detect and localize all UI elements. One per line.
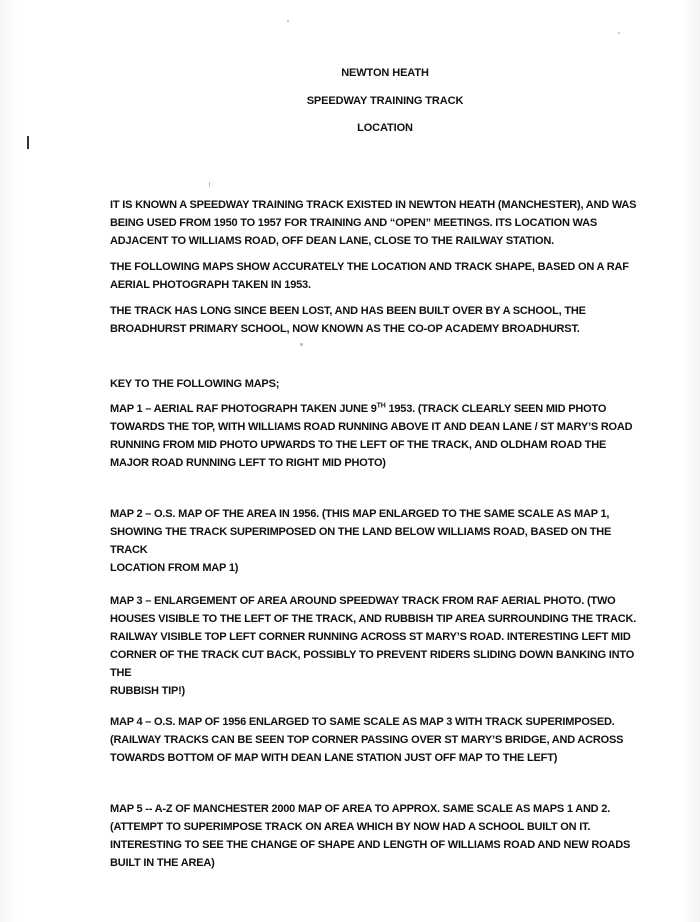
map-1-description: [110, 400, 650, 472]
map-2-description: MAP 2 – O.S. MAP OF THE AREA IN 1956. (THIS MAP ENLARGED TO THE SAME SCALE AS MAP 1, SHOWING THE TRACK SUPERIMPOSED ON THE LAND BELOW WILLIAMS ROAD, BASED ON THE TRACK LOCATION FROM MAP 1): [110, 508, 612, 574]
scan-speck: [300, 343, 303, 346]
scan-speck: [209, 182, 210, 187]
maps-description-paragraph: THE FOLLOWING MAPS SHOW ACCURATELY THE LOCATION AND TRACK SHAPE, BASED ON A RAF AERIAL PHOTOGRAPH TAKEN IN 1953.: [110, 261, 629, 291]
title-line-1: NEWTON HEATH: [341, 67, 429, 79]
track-lost-paragraph: THE TRACK HAS LONG SINCE BEEN LOST, AND HAS BEEN BUILT OVER BY A SCHOOL, THE BROADHURST PRIMARY SCHOOL, NOW KNOWN AS THE CO-OP ACADEMY BROADHURST.: [110, 305, 586, 335]
title-line-2: SPEEDWAY TRAINING TRACK: [306, 95, 464, 107]
map-5-description: MAP 5 -- A-Z OF MANCHESTER 2000 MAP OF AREA TO APPROX. SAME SCALE AS MAPS 1 AND 2. (ATTEMPT TO SUPERIMPOSE TRACK ON AREA WHICH BY NOW HAD A SCHOOL BUILT ON IT. INTERESTING TO SEE THE CHANGE OF SHAPE AND LENGTH OF WILLIAMS ROAD AND NEW ROADS BUILT IN THE AREA): [110, 803, 631, 869]
key-heading: KEY TO THE FOLLOWING MAPS;: [110, 378, 280, 390]
margin-mark: [27, 136, 29, 149]
scan-speck: [287, 20, 289, 22]
map-3-description: MAP 3 – ENLARGEMENT OF AREA AROUND SPEEDWAY TRACK FROM RAF AERIAL PHOTO. (TWO HOUSES VISIBLE TO THE LEFT OF THE TRACK, AND RUBBISH TIP AREA SURROUNDING THE TRACK. RAILWAY VISIBLE TOP LEFT CORNER RUNNING ACROSS ST MARY’S ROAD. INTERESTING LEFT MID CORNER OF THE TRACK CUT BACK, POSSIBLY TO PREVENT RIDERS SLIDING DOWN BANKING INTO THE RUBBISH TIP!): [110, 595, 637, 697]
intro-paragraph: IT IS KNOWN A SPEEDWAY TRAINING TRACK EXISTED IN NEWTON HEATH (MANCHESTER), AND WAS BEING USED FROM 1950 TO 1957 FOR TRAINING AND “OPEN” MEETINGS. ITS LOCATION WAS ADJACENT TO WILLIAMS ROAD, OFF DEAN LANE, CLOSE TO THE RAILWAY STATION.: [110, 199, 637, 247]
map-4-description: MAP 4 – O.S. MAP OF 1956 ENLARGED TO SAME SCALE AS MAP 3 WITH TRACK SUPERIMPOSED. (RAILWAY TRACKS CAN BE SEEN TOP CORNER PASSING OVER ST MARY’S BRIDGE, AND ACROSS TOWARDS BOTTOM OF MAP WITH DEAN LANE STATION JUST OFF MAP TO THE LEFT): [110, 716, 624, 764]
title-line-3: LOCATION: [357, 122, 413, 134]
map-1-superscript: TH: [376, 402, 386, 410]
map-1-text-end: 1953. (TRACK CLEARLY SEEN MID PHOTO TOWARDS THE TOP, WITH WILLIAMS ROAD RUNNING ABOVE IT AND DEAN LANE / ST MARY’S ROAD RUNNING FROM MID PHOTO UPWARDS TO THE LEFT OF THE TRACK, AND OLDHAM ROAD THE MAJOR ROAD RUNNING LEFT TO RIGHT MID PHOTO): [110, 403, 633, 469]
scan-speck: [618, 32, 620, 34]
map-1-text-start: MAP 1 – AERIAL RAF PHOTOGRAPH TAKEN JUNE 9: [110, 403, 377, 415]
